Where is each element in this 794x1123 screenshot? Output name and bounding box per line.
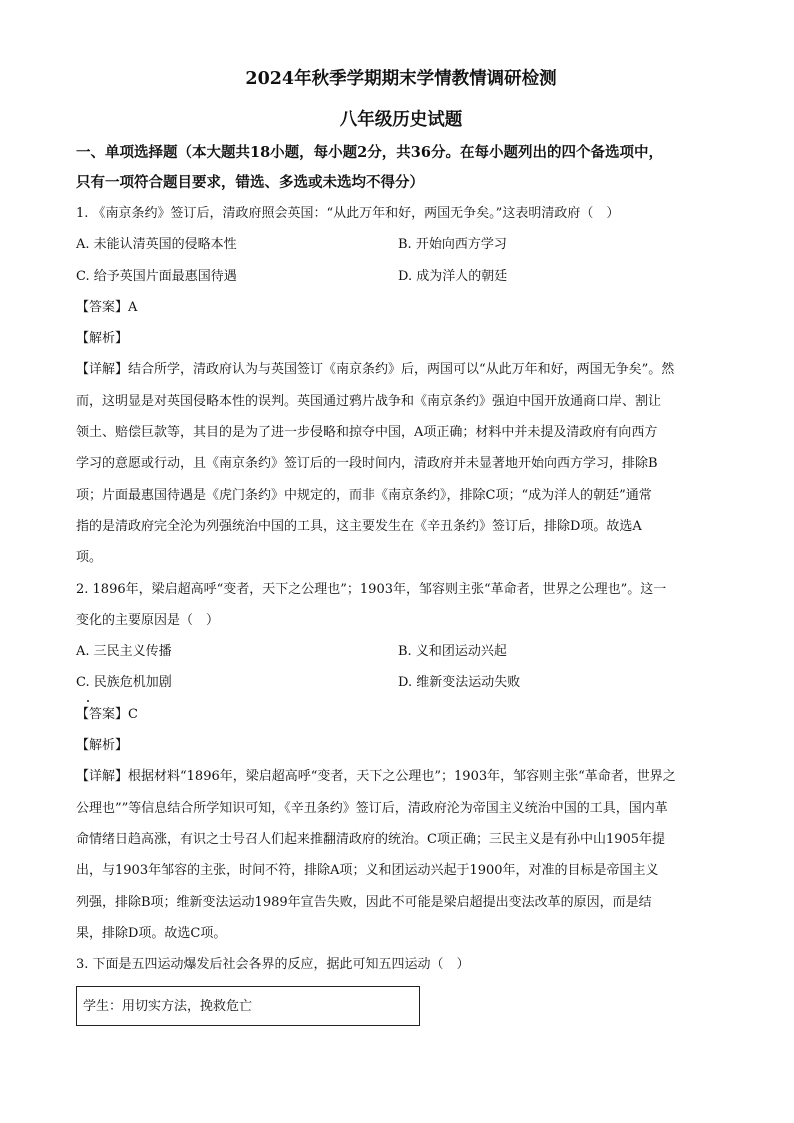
question-stem: 变化的主要原因是（ ） [76, 612, 220, 628]
detail-line: 项。 [76, 550, 103, 566]
answer-label: 【答案】A [76, 299, 138, 315]
stray-dot [87, 700, 89, 702]
option-b: B. 开始向西方学习 [398, 237, 507, 253]
detail-line: 学习的意愿或行动，且《南京条约》签订后的一段时间内，清政府并未显著地开始向西方学习，排除B [76, 456, 658, 472]
detail-line: 公理也””等信息结合所学知识可知，《辛丑条约》签订后，清政府沦为帝国主义统治中国的工具，国内革 [76, 800, 668, 816]
question-3 [76, 949, 726, 1026]
options-row [76, 229, 726, 260]
section-line-1: 一、单项选择题（本大题共18小题，每小题2分，共36分。在每小题列出的四个备选项中， [76, 144, 663, 161]
answer-label: 【答案】C [76, 706, 138, 722]
question-stem: 2. 1896年，梁启超高呼“变者，天下之公理也”；1903年，邹容则主张“革命者，世界之公理也”。这一 [76, 581, 667, 597]
exam-page [76, 60, 726, 1026]
option-a: A. 三民主义传播 [76, 644, 172, 660]
page-title: 2024年秋季学期期末学情教情调研检测 [245, 69, 557, 89]
option-c: C. 给予英国片面最惠国待遇 [76, 268, 237, 284]
detail-line: 果，排除D项。故选C项。 [76, 925, 227, 941]
options-row [76, 636, 726, 667]
section-heading [76, 138, 726, 198]
detail-line: 【详解】根据材料“1896年，梁启超高呼“变者，天下之公理也”；1903年，邹容则主张“革命者，世界之 [76, 769, 676, 785]
option-d: D. 维新变法运动失败 [398, 675, 521, 691]
question-stem: 3. 下面是五四运动爆发后社会各界的反应，据此可知五四运动（ ） [76, 957, 470, 973]
option-a: A. 未能认清英国的侵略本性 [76, 237, 237, 253]
option-c: C. 民族危机加剧 [76, 675, 172, 691]
detail-line: 指的是清政府完全沦为列强统治中国的工具，这主要发生在《辛丑条约》签订后，排除D项。故选A [76, 518, 642, 534]
detail-line: 列强，排除B项；维新变法运动1989年宣告失败，因此不可能是梁启超提出变法改革的原因，而是结 [76, 894, 652, 910]
detail-line: 【详解】结合所学，清政府认为与英国签订《南京条约》后，两国可以“从此万年和好，两国无争矣”。然 [76, 362, 675, 378]
material-box: 学生：用切实方法，挽救危亡 [76, 986, 420, 1026]
analysis-label: 【解析】 [76, 738, 129, 754]
detail-line: 命情绪日趋高涨，有识之士号召人们起来推翻清政府的统治。C项正确；三民主义是有孙中山1905年提 [76, 831, 666, 847]
detail-line: 领土、赔偿巨款等，其目的是为了进一步侵略和掠夺中国，A项正确；材料中并未提及清政府有向西方 [76, 425, 658, 441]
question-1 [76, 198, 726, 574]
detail-line: 而，这明显是对英国侵略本性的误判。英国通过鸦片战争和《南京条约》强迫中国开放通商口岸、割让 [76, 393, 662, 409]
question-2 [76, 574, 726, 950]
option-b: B. 义和团运动兴起 [398, 644, 507, 660]
section-line-2: 只有一项符合题目要求，错选、多选或未选均不得分） [76, 174, 424, 191]
analysis-label: 【解析】 [76, 331, 129, 347]
question-stem: 1. 《南京条约》签订后，清政府照会英国：“从此万年和好，两国无争矣。”这表明清政府（ ） [76, 206, 620, 221]
detail-line: 项；片面最惠国待遇是《虎门条约》中规定的，而非《南京条约》，排除C项；“成为洋人的朝廷”通常 [76, 487, 652, 503]
detail-line: 出，与1903年邹容的主张，时间不符，排除A项；义和团运动兴起于1900年，对准的目标是帝国主义 [76, 863, 659, 879]
options-row [76, 261, 726, 292]
options-row [76, 667, 726, 698]
option-d: D. 成为洋人的朝廷 [398, 268, 508, 284]
page-subtitle: 八年级历史试题 [339, 110, 463, 130]
